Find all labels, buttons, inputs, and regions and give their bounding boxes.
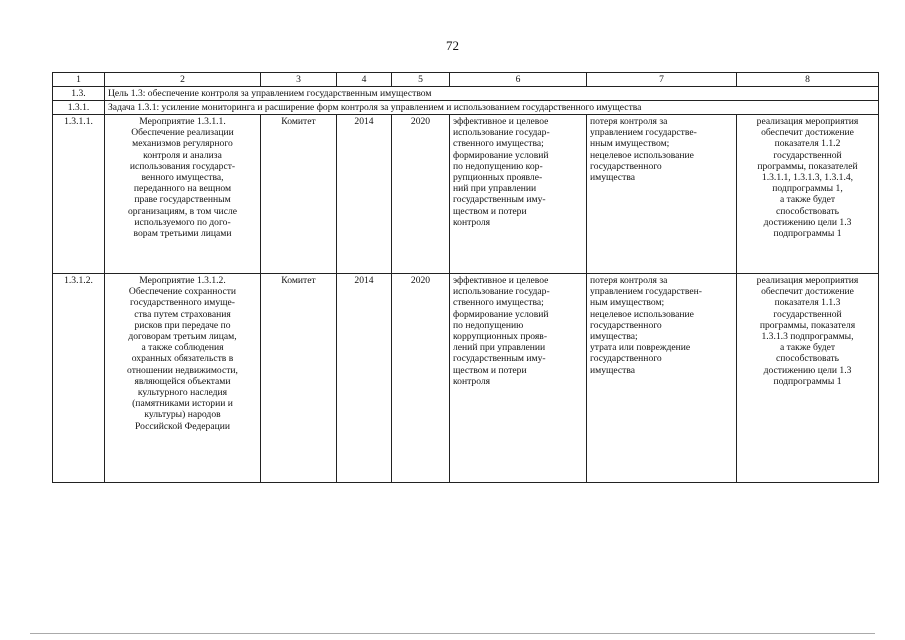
measure-end-year: 2020 — [392, 274, 450, 483]
table-row — [53, 115, 879, 274]
measure-expected-result: эффективное и целевое использование государ- ственного имущества; формирование условий по недопущению кор- рупционных проявле- ний при управлении государственным иму- ществом и потери контроля — [450, 115, 587, 274]
page-number: 72 — [446, 38, 459, 53]
goal-row — [53, 87, 879, 101]
measure-end-year: 2020 — [392, 115, 450, 274]
measure-indicator-relation: реализация мероприятия обеспечит достижение показателя 1.1.3 государственной программы, показателя 1.3.1.3 подпрограммы, а также будет способствовать достижению цели 1.3 подпрограммы 1 — [737, 274, 879, 483]
column-number: 2 — [105, 73, 261, 87]
measure-indicator-relation: реализация мероприятия обеспечит достижение показателя 1.1.2 государственной программы, показателей 1.3.1.1, 1.3.1.3, 1.3.1.4, подпрограммы 1, а также будет способствовать достижению цели 1.3 подпрограммы 1 — [737, 115, 879, 274]
table-row — [53, 274, 879, 483]
column-number: 4 — [337, 73, 392, 87]
task-row — [53, 101, 879, 115]
column-number: 7 — [587, 73, 737, 87]
measure-expected-result: эффективное и целевое использование государ- ственного имущества; формирование условий по недопущению коррупционных прояв- лений при управлении государственным иму- ществом и потери контроля — [450, 274, 587, 483]
goal-number: 1.3. — [53, 87, 105, 101]
task-text: Задача 1.3.1: усиление мониторинга и расширение форм контроля за управлением и использованием государственного имущества — [105, 101, 879, 115]
column-number: 5 — [392, 73, 450, 87]
measure-start-year: 2014 — [337, 115, 392, 274]
column-number: 1 — [53, 73, 105, 87]
scan-edge-line — [30, 633, 875, 634]
measure-consequences: потеря контроля за управлением государствен- ным имуществом; нецелевое использование государственного имущества; утрата или повреждение государственного имущества — [587, 274, 737, 483]
measures-table — [52, 72, 879, 483]
column-number: 3 — [261, 73, 337, 87]
measure-description: Мероприятие 1.3.1.2. Обеспечение сохранности государственного имуще- ства путем страхования рисков при передаче по договорам третьим лицам, а также соблюдения охранных обязательств в отношении недвижимости, являющейся объектами культурного наследия (памятниками истории и культуры) народов Российской Федерации — [105, 274, 261, 483]
measure-consequences: потеря контроля за управлением государстве- нным имуществом; нецелевое использование государственного имущества — [587, 115, 737, 274]
measure-executor: Комитет — [261, 115, 337, 274]
task-number: 1.3.1. — [53, 101, 105, 115]
measure-number: 1.3.1.2. — [53, 274, 105, 483]
column-number: 6 — [450, 73, 587, 87]
measure-number: 1.3.1.1. — [53, 115, 105, 274]
column-number-row — [53, 73, 879, 87]
column-number: 8 — [737, 73, 879, 87]
goal-text: Цель 1.3: обеспечение контроля за управлением государственным имуществом — [105, 87, 879, 101]
measure-description: Мероприятие 1.3.1.1. Обеспечение реализации механизмов регулярного контроля и анализа использования государст- венного имущества, переданного на вещном праве государственным организациям, в том числе используемого по дого- ворам третьими лицами — [105, 115, 261, 274]
measure-executor: Комитет — [261, 274, 337, 483]
measure-start-year: 2014 — [337, 274, 392, 483]
